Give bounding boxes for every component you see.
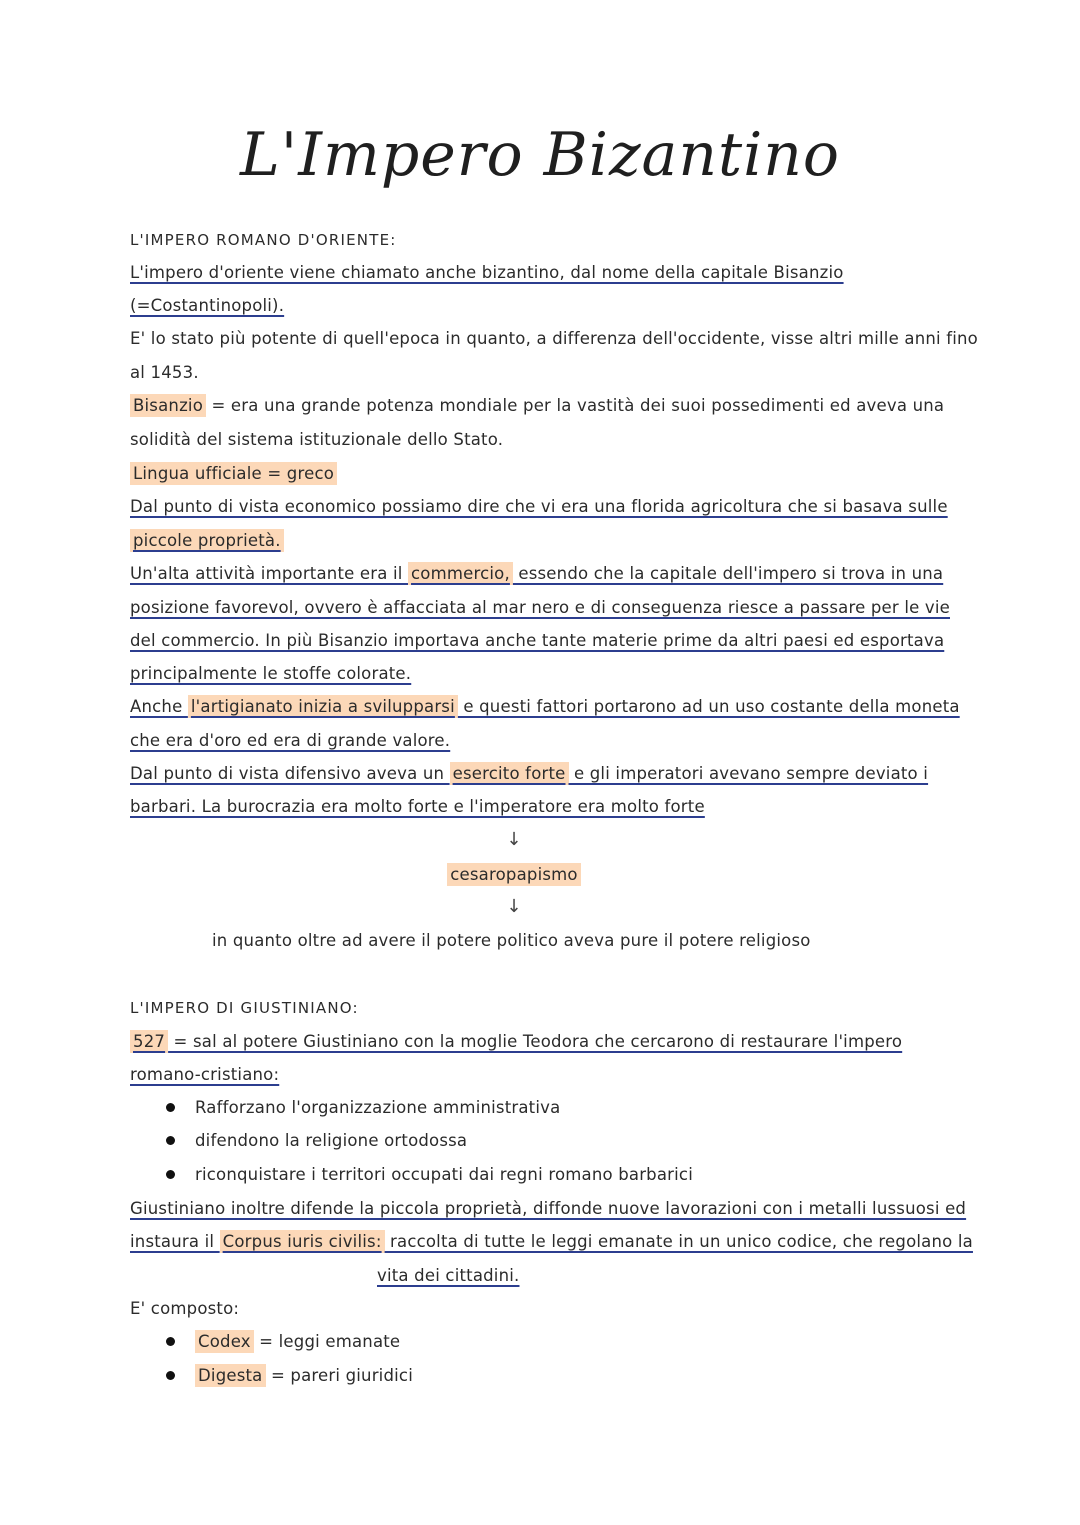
list-item: Rafforzano l'organizzazione amministrativa — [195, 1098, 561, 1117]
highlight-term: l'artigianato inizia a svilupparsi — [188, 695, 458, 718]
paragraph-line: (=Costantinopoli). — [130, 296, 285, 315]
section-heading-oriente: L'IMPERO ROMANO D'ORIENTE: — [130, 231, 397, 249]
down-arrow-icon: ↓ — [506, 829, 522, 850]
highlight-term: Codex — [195, 1330, 254, 1353]
paragraph-line: principalmente le stoffe colorate. — [130, 664, 412, 683]
paragraph-line: E' lo stato più potente di quell'epoca in quanto, a differenza dell'occidente, visse altri mille anni fino — [130, 329, 978, 348]
highlight-term: Lingua ufficiale = greco — [130, 462, 337, 485]
highlight-term: cesaropapismo — [447, 863, 580, 886]
bullet-icon — [166, 1170, 175, 1179]
highlight-term: 527 — [130, 1030, 168, 1053]
list-item-digesta: Digesta = pareri giuridici — [195, 1364, 413, 1388]
cesaropapismo-line — [0, 863, 1054, 887]
highlight-term: Corpus iuris civilis: — [220, 1230, 385, 1253]
paragraph-line: del commercio. In più Bisanzio importava anche tante materie prime da altri paesi ed esportava — [130, 631, 945, 650]
section-heading-giustiniano: L'IMPERO DI GIUSTINIANO: — [130, 999, 359, 1017]
paragraph-line: che era d'oro ed era di grande valore. — [130, 731, 451, 750]
paragraph-line: Giustiniano inoltre difende la piccola proprietà, diffonde nuove lavorazioni con i metalli lussuosi ed — [130, 1199, 967, 1218]
paragraph-line: solidità del sistema istituzionale dello Stato. — [130, 430, 504, 449]
paragraph-line: al 1453. — [130, 363, 199, 382]
highlight-term: esercito forte — [450, 762, 569, 785]
paragraph-line: L'impero d'oriente viene chiamato anche bizantino, dal nome della capitale Bisanzio — [130, 263, 844, 282]
bullet-icon — [166, 1337, 175, 1346]
corpus-line: instaura il Corpus iuris civilis: raccolta di tutte le leggi emanate in un unico codice, che regolano la — [130, 1232, 973, 1251]
bullet-icon — [166, 1103, 175, 1112]
down-arrow-icon: ↓ — [506, 896, 522, 917]
year-line: 527 = sal al potere Giustiniano con la moglie Teodora che cercarono di restaurare l'impero — [130, 1030, 902, 1054]
paragraph-line: barbari. La burocrazia era molto forte e l'imperatore era molto forte — [130, 797, 705, 816]
artigianato-line: Anche l'artigianato inizia a svilupparsi e questi fattori portarono ad un uso costante della moneta — [130, 697, 960, 716]
list-item: difendono la religione ortodossa — [195, 1131, 468, 1150]
highlight-term: piccole proprietà. — [130, 529, 284, 552]
paragraph-line: vita dei cittadini. — [377, 1266, 520, 1285]
paragraph-line: romano-cristiano: — [130, 1065, 280, 1084]
paragraph-line: Dal punto di vista economico possiamo dire che vi era una florida agricoltura che si basava sulle — [130, 497, 948, 516]
commercio-line: Un'alta attività importante era il commercio, essendo che la capitale dell'impero si trova in una — [130, 564, 944, 583]
bullet-icon — [166, 1371, 175, 1380]
page-title: L'Impero Bizantino — [239, 120, 841, 190]
explanation-line: in quanto oltre ad avere il potere politico aveva pure il potere religioso — [212, 931, 811, 950]
paragraph-line — [130, 529, 284, 553]
highlight-term: commercio, — [408, 562, 513, 585]
composto-line: E' composto: — [130, 1299, 240, 1318]
highlight-term: Digesta — [195, 1364, 266, 1387]
bullet-icon — [166, 1136, 175, 1145]
bisanzio-line: Bisanzio = era una grande potenza mondiale per la vastità dei suoi possedimenti ed aveva una — [130, 394, 944, 418]
list-item: riconquistare i territori occupati dai regni romano barbarici — [195, 1165, 693, 1184]
highlight-term: Bisanzio — [130, 394, 206, 417]
paragraph-line: posizione favorevol, ovvero è affacciata al mar nero e di conseguenza riesce a passare per le vie — [130, 598, 950, 617]
difensivo-line: Dal punto di vista difensivo aveva un esercito forte e gli imperatori avevano sempre deviato i — [130, 764, 929, 783]
lingua-line — [130, 462, 337, 486]
list-item-codex: Codex = leggi emanate — [195, 1330, 400, 1354]
